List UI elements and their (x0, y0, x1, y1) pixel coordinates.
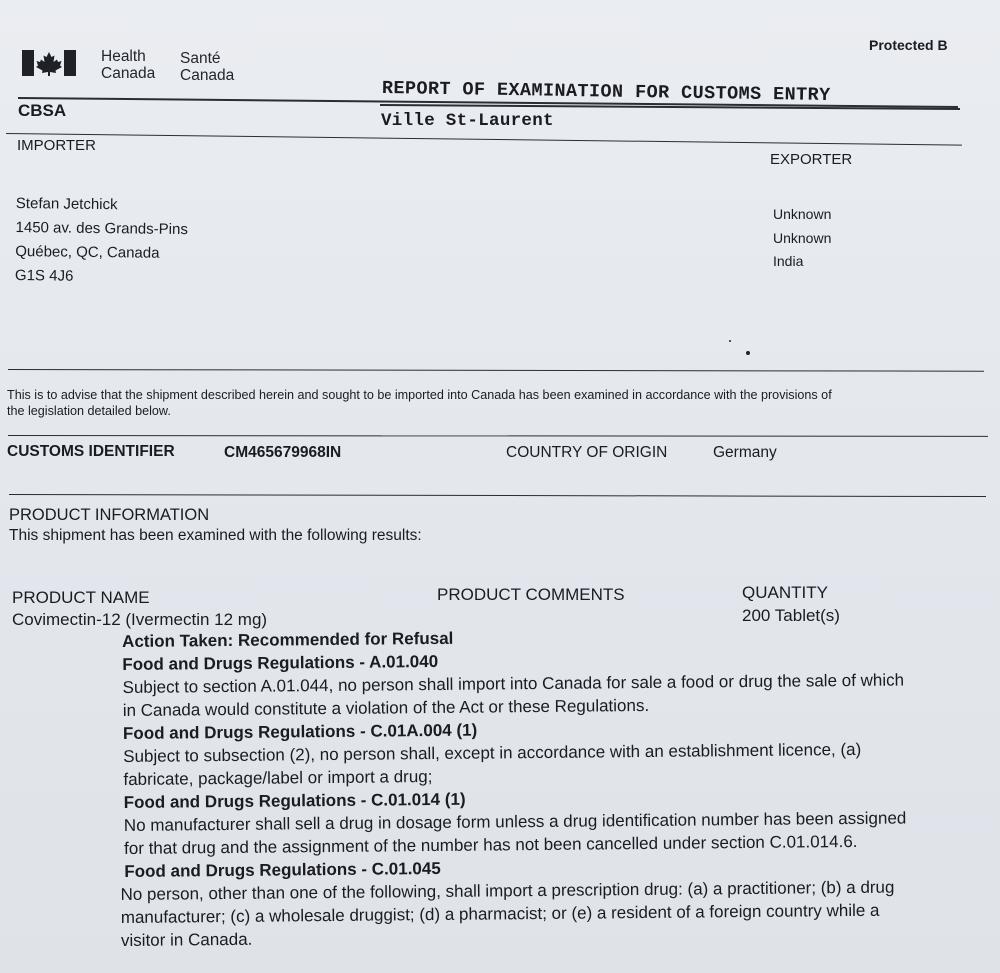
exporter-line: Unknown (773, 229, 832, 246)
logo-fr-line2: Canada (180, 67, 235, 84)
regulation-line: for that drug and the assignment of the number has not been cancelled under section C.01.014.6. (124, 831, 858, 858)
importer-line: Stefan Jetchick (15, 194, 118, 214)
regulation-line: No manufacturer shall sell a drug in dosage form unless a drug identification number has been assigned (123, 808, 907, 835)
office-location: Ville St-Laurent (381, 111, 554, 131)
customs-identifier-label: CUSTOMS IDENTIFIER (7, 443, 175, 460)
section-rule (8, 369, 984, 372)
action-taken: Action Taken: Recommended for Refusal (122, 628, 454, 651)
regulation-text (120, 875, 995, 952)
regulation-line: in Canada would constitute a violation of the Act or these Regulations. (122, 695, 650, 720)
regulations-block (122, 622, 995, 952)
paper-speck (729, 340, 731, 342)
importer-label: IMPORTER (17, 137, 96, 154)
product-quantity: 200 Tablet(s) (742, 606, 840, 625)
section-rule (9, 494, 986, 497)
regulation-line: visitor in Canada. (120, 929, 253, 951)
importer-line: G1S 4J6 (14, 266, 74, 285)
product-name: Covimectin-12 (Ivermectin 12 mg) (12, 610, 268, 629)
header-rule (6, 133, 962, 146)
report-title: REPORT OF EXAMINATION FOR CUSTOMS ENTRY (381, 78, 831, 107)
logo-health-canada-en (101, 48, 155, 82)
logo-fr-line1: Santé (180, 50, 221, 67)
importer-address (15, 192, 188, 290)
paper-speck (746, 351, 750, 355)
regulation-text (124, 806, 994, 860)
regulation-title: Food and Drugs Regulations - C.01A.004 (1) (122, 720, 478, 743)
logo-en-line2: Canada (101, 65, 156, 82)
product-information-subheading: This shipment has been examined with the following results: (9, 527, 422, 544)
regulation-line: No person, other than one of the following, shall import a prescription drug: (a) a practitioner; (b) a drug (120, 877, 895, 905)
regulation-text (123, 737, 993, 791)
importer-line: Québec, QC, Canada (15, 242, 160, 262)
regulation-text (122, 668, 992, 722)
customs-identifier-value: CM465679968IN (224, 444, 342, 461)
product-information-heading: PRODUCT INFORMATION (9, 506, 210, 524)
regulation-line: Subject to section A.01.044, no person shall import into Canada for sale a food or drug the sale of which (122, 670, 905, 697)
exporter-line: Unknown (773, 206, 832, 222)
canada-flag-icon (22, 50, 76, 76)
exporter-address (773, 203, 831, 274)
protected-classification: Protected B (869, 37, 948, 53)
logo-sante-canada-fr (180, 50, 234, 84)
regulation-title: Food and Drugs Regulations - C.01.014 (1) (123, 789, 466, 812)
regulation-title: Food and Drugs Regulations - A.01.040 (122, 651, 439, 674)
regulation-title: Food and Drugs Regulations - C.01.045 (124, 858, 441, 881)
country-origin-value: Germany (713, 444, 777, 461)
product-name-header: PRODUCT NAME (12, 588, 150, 607)
country-origin-label: COUNTRY OF ORIGIN (506, 444, 668, 461)
importer-line: 1450 av. des Grands-Pins (15, 218, 188, 239)
logo-en-line1: Health (101, 48, 146, 65)
exporter-line: India (773, 253, 804, 269)
exporter-label: EXPORTER (770, 151, 853, 168)
section-rule (8, 435, 988, 437)
regulation-line: manufacturer; (c) a wholesale druggist; (d) a pharmacist; or (e) a resident of a foreign country while a (120, 900, 880, 928)
notice-line: This is to advise that the shipment described herein and sought to be imported into Canada has been examined in accordance with the provisions of (7, 388, 832, 402)
quantity-header: QUANTITY (742, 583, 828, 602)
regulation-line: fabricate, package/label or import a drug; (123, 767, 433, 789)
examination-notice (7, 388, 992, 419)
agency-name: CBSA (18, 101, 67, 120)
notice-line: the legislation detailed below. (7, 403, 171, 418)
regulation-line: Subject to subsection (2), no person shall, except in accordance with an establishment licence, (a) (123, 739, 862, 766)
product-comments-header: PRODUCT COMMENTS (437, 585, 625, 604)
